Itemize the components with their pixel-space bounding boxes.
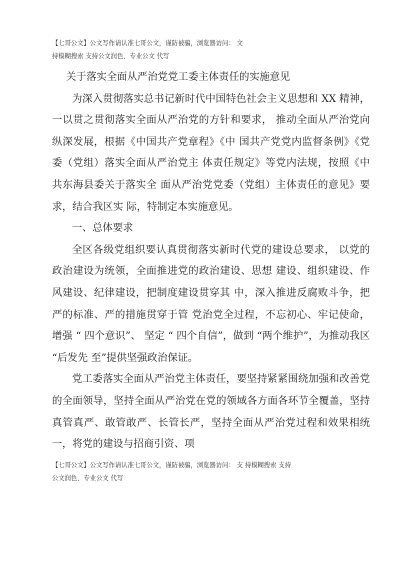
section-paragraph: 全区各级党组织要认真贯彻落实新时代党的建设总要求， 以党的政治建设为统领，全面推进党的政治建设、思想 建设、组织建设、作风建设、纪律建设，把制度建设贯穿其 中，深入推进反腐败斗争，把严的标准、严的措施贯穿于管 党治党全过程，不忘初心、牢记使命，增强 “ 四个意识”、 坚定 “ 四个自信”，做到 “两个维护”，为推动我区 “后发先 至”提供坚强政治保证。 [52,244,370,364]
section-paragraph: 党工委落实全面从严治党主体责任，要坚持紧紧围绕加强和改善党的全面领导，坚持全面从严治党在党的领域各方面各环节全覆盖，坚持真管真严、敢管敢严、长管长严，坚持全面从严治党过程和效果相统一，将党的建设与招商引资、项 [52,374,370,451]
document-body [52,67,370,456]
section-heading: 一、总体要求 [72,223,134,235]
footer-line-2: 公文润色、专业公文 代写 [52,475,124,482]
page-header-watermark [52,37,370,63]
footer-line-1: 【七哥公文】公文写作请认准七哥公文，谨防被骗，浏览器访问： 支 持模糊搜索 支持 [52,462,291,469]
intro-paragraph: 为深入贯彻落实总书记新时代中国特色社会主义思想和 XX 精神，一以贯之贯彻落实全面从严治党的方针和要求， 推动全面从严治党向纵深发展，根据《中国共产党章程》《中 国共产党党内监督条例》《党委（党组）落实全面从严治党主 体责任规定》等党内法规，按照《中共东海县委关于落实全 面从严治党党委（党组）主体责任的意见》要求，结合我区实 际，特制定本实施意见。 [52,93,370,213]
header-line-1: 【七哥公文】公文写作请认准七哥公文，谨防被骗，浏览器访问： 文 [52,40,243,47]
page-footer-watermark [52,459,370,485]
document-title: 关于落实全面从严治党党工委主体责任的实施意见 [66,72,291,83]
header-line-2: 持模糊搜索 支持公文润色、专业公文 代写 [52,53,170,60]
